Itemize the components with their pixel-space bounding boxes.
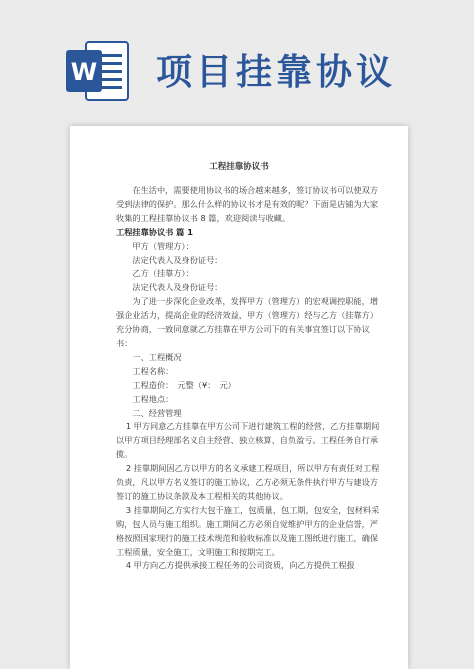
banner — [0, 0, 474, 130]
party-a-line: 甲方（管理方）： — [132, 240, 194, 251]
part1-heading: 一、工程概况 — [132, 351, 182, 362]
banner-title: 项目挂靠协议 — [156, 52, 397, 93]
word-icon — [64, 40, 130, 102]
party-b-rep-line: 法定代表人及身份证号： — [132, 282, 223, 293]
preamble-paragraph: 为了进一步深化企业改革，发挥甲方（管理方）的宏观调控职能，增强企业活力，提高企业的经济效益，甲方（管理方）经与乙方（挂靠方）充分协商，一致同意就乙方挂靠在甲方公司下的有关事宜签订以下协议书： — [116, 296, 379, 348]
section-heading: 工程挂靠协议书 篇 1 — [116, 226, 193, 237]
party-b-line: 乙方（挂靠方）： — [132, 268, 194, 279]
part2-heading: 二、经营管理 — [132, 407, 182, 418]
document-body — [116, 184, 386, 573]
document-title: 工程挂靠协议书 — [209, 162, 269, 172]
clause-4: 4 甲方向乙方提供承接工程任务的公司资质，向乙方提供工程报 — [125, 560, 355, 571]
intro-paragraph: 在生活中，需要使用协议书的场合越来越多，签订协议书可以使双方受到法律的保护。那么什么样的协议书才是有效的呢？下面是店铺为大家收集的工程挂靠协议书 8 篇，欢迎阅读与收藏。 — [116, 185, 379, 223]
clause-1: 1 甲方同意乙方挂靠在甲方公司下进行建筑工程的经营，乙方挂靠期间以甲方项目经理部名义自主经营、独立核算、自负盈亏。工程任务自行承揽。 — [116, 421, 380, 460]
project-site-line: 工程地点： — [132, 393, 174, 404]
word-icon-letter: W — [70, 58, 98, 86]
clause-3: 3 挂靠期间乙方实行大包干施工，包质量，包工期，包安全，包材料采购，包人员与施工组织。施工期间乙方必须自觉维护甲方的企业信誉，严格按照国家现行的施工技术规范和验收标准以及施工图纸进行施工，确保工程质量，安全施工，文明施工和按期完工。 — [116, 504, 380, 557]
document-page — [70, 126, 408, 669]
party-a-rep-line: 法定代表人及身份证号： — [132, 254, 223, 265]
clause-2: 2 挂靠期间因乙方以甲方的名义承建工程项目，所以甲方有责任对工程负责，凡以甲方名义签订的施工协议，乙方必须无条件执行甲方与建设方签订的施工协议条款及本工程相关的其他协议。 — [116, 463, 380, 501]
project-name-line: 工程名称： — [132, 365, 174, 376]
project-cost-line: 工程造价： 元整（¥： 元） — [132, 379, 236, 390]
